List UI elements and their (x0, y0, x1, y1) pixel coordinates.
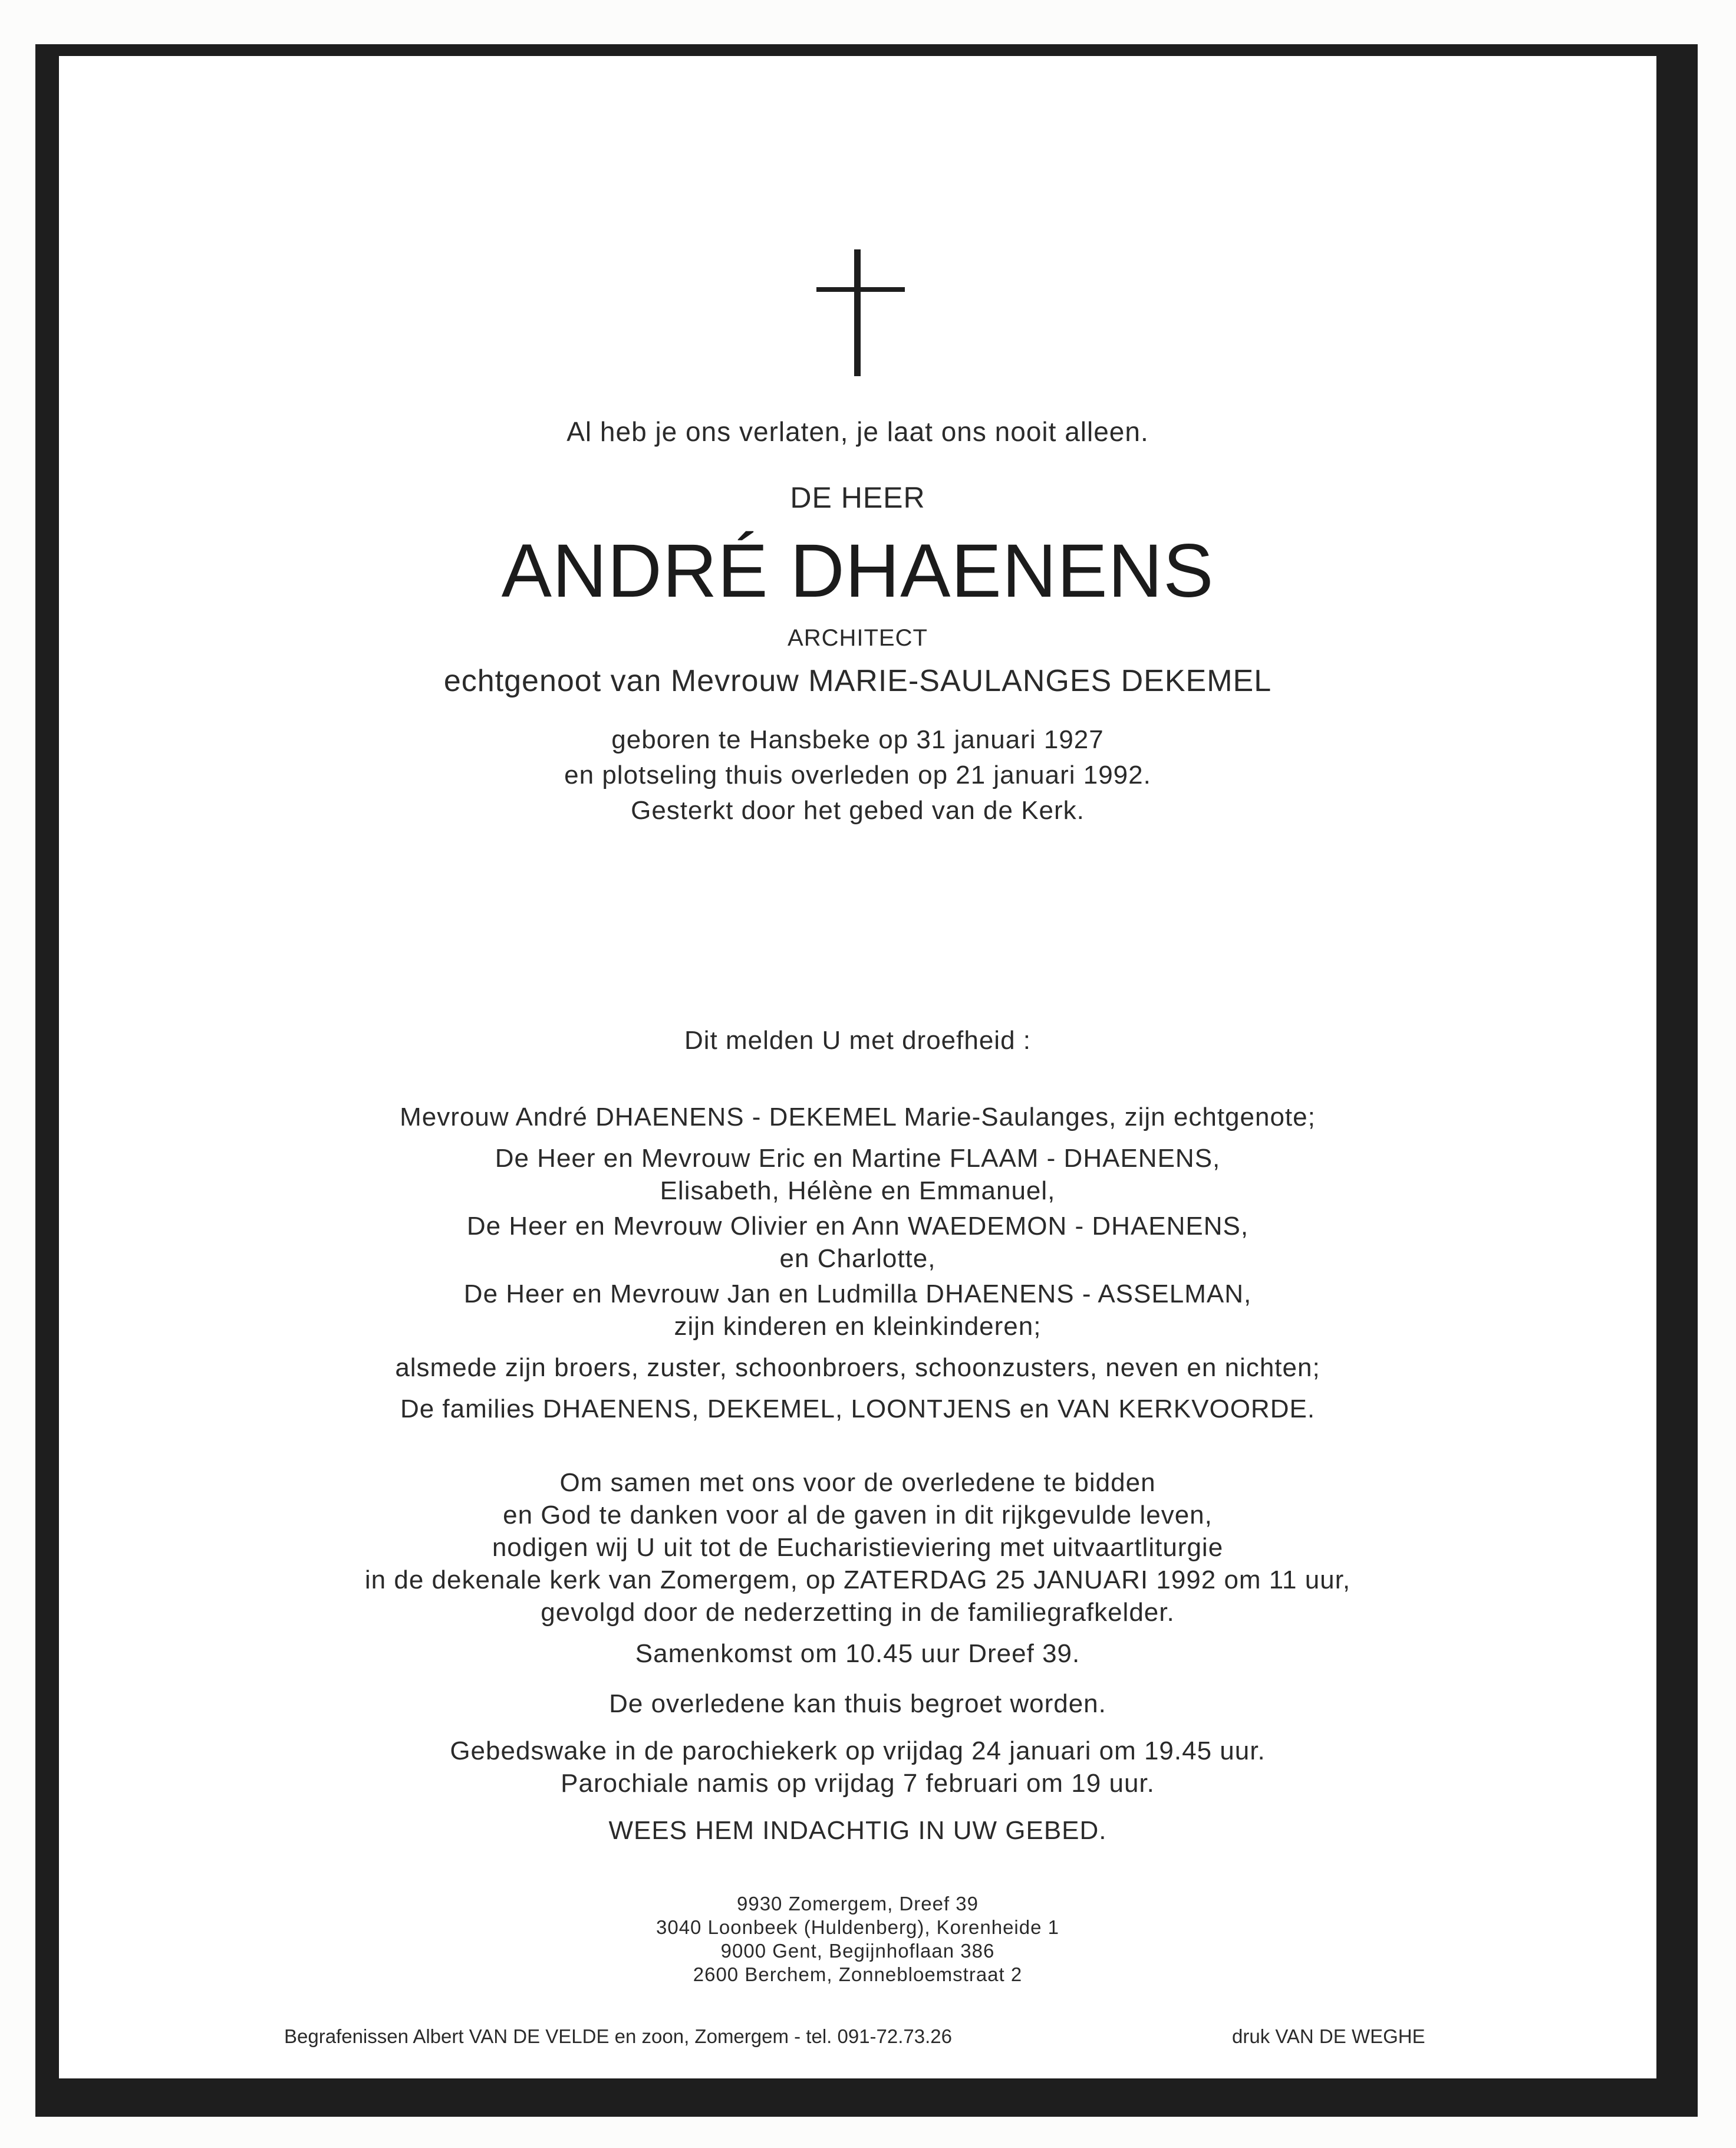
cross-icon (816, 249, 905, 376)
service-line: Parochiale namis op vrijdag 7 februari om 19 uur. (561, 1769, 1155, 1798)
honorific-title: DE HEER (790, 481, 925, 514)
undertaker-credit: Begrafenissen Albert VAN DE VELDE en zoon, Zomergem - tel. 091-72.73.26 (284, 2025, 952, 2047)
bio-line: geboren te Hansbeke op 31 januari 1927 (611, 725, 1104, 754)
service-line: nodigen wij U uit tot de Eucharistieviering met uitvaartliturgie (492, 1533, 1224, 1562)
address-line: 9000 Gent, Begijnhoflaan 386 (720, 1940, 995, 1962)
service-line: en God te danken voor al de gaven in dit rijkgevulde leven, (503, 1501, 1213, 1529)
family-line: De Heer en Mevrouw Eric en Martine FLAAM - DHAENENS, (495, 1144, 1221, 1173)
service-line: Gebedswake in de parochiekerk op vrijdag 24 januari om 19.45 uur. (450, 1736, 1266, 1765)
notice-intro: Dit melden U met droefheid : (684, 1026, 1032, 1055)
profession: ARCHITECT (788, 625, 928, 651)
service-line: Samenkomst om 10.45 uur Dreef 39. (635, 1639, 1081, 1668)
family-line: Elisabeth, Hélène en Emmanuel, (660, 1176, 1056, 1205)
family-line: alsmede zijn broers, zuster, schoonbroers, schoonzusters, neven en nichten; (395, 1353, 1320, 1382)
obituary-card (59, 56, 1656, 2078)
remembrance-line: WEES HEM INDACHTIG IN UW GEBED. (608, 1816, 1107, 1845)
motto: Al heb je ons verlaten, je laat ons nooit alleen. (566, 416, 1149, 447)
spouse-line: echtgenoot van Mevrouw MARIE-SAULANGES DEKEMEL (443, 664, 1272, 698)
service-line: De overledene kan thuis begroet worden. (609, 1689, 1106, 1718)
address-line: 9930 Zomergem, Dreef 39 (736, 1893, 979, 1915)
service-line: in de dekenale kerk van Zomergem, op ZATERDAG 25 JANUARI 1992 om 11 uur, (364, 1565, 1351, 1594)
address-line: 2600 Berchem, Zonnebloemstraat 2 (693, 1963, 1023, 1985)
family-line: Mevrouw André DHAENENS - DEKEMEL Marie-Saulanges, zijn echtgenote; (400, 1103, 1316, 1131)
service-line: Om samen met ons voor de overledene te bidden (559, 1468, 1156, 1497)
printer-credit: druk VAN DE WEGHE (1232, 2025, 1425, 2047)
family-line: De Heer en Mevrouw Olivier en Ann WAEDEMON - DHAENENS, (466, 1212, 1249, 1241)
family-line: en Charlotte, (779, 1244, 936, 1273)
family-line: De Heer en Mevrouw Jan en Ludmilla DHAENENS - ASSELMAN, (463, 1279, 1252, 1308)
address-line: 3040 Loonbeek (Huldenberg), Korenheide 1 (656, 1916, 1059, 1938)
family-line: De families DHAENENS, DEKEMEL, LOONTJENS en VAN KERKVOORDE. (400, 1394, 1316, 1423)
bio-line: en plotseling thuis overleden op 21 januari 1992. (564, 761, 1151, 790)
family-line: zijn kinderen en kleinkinderen; (674, 1312, 1042, 1341)
bio-line: Gesterkt door het gebed van de Kerk. (631, 796, 1085, 825)
deceased-name: ANDRÉ DHAENENS (501, 529, 1214, 613)
service-line: gevolgd door de nederzetting in de familiegrafkelder. (541, 1598, 1175, 1627)
